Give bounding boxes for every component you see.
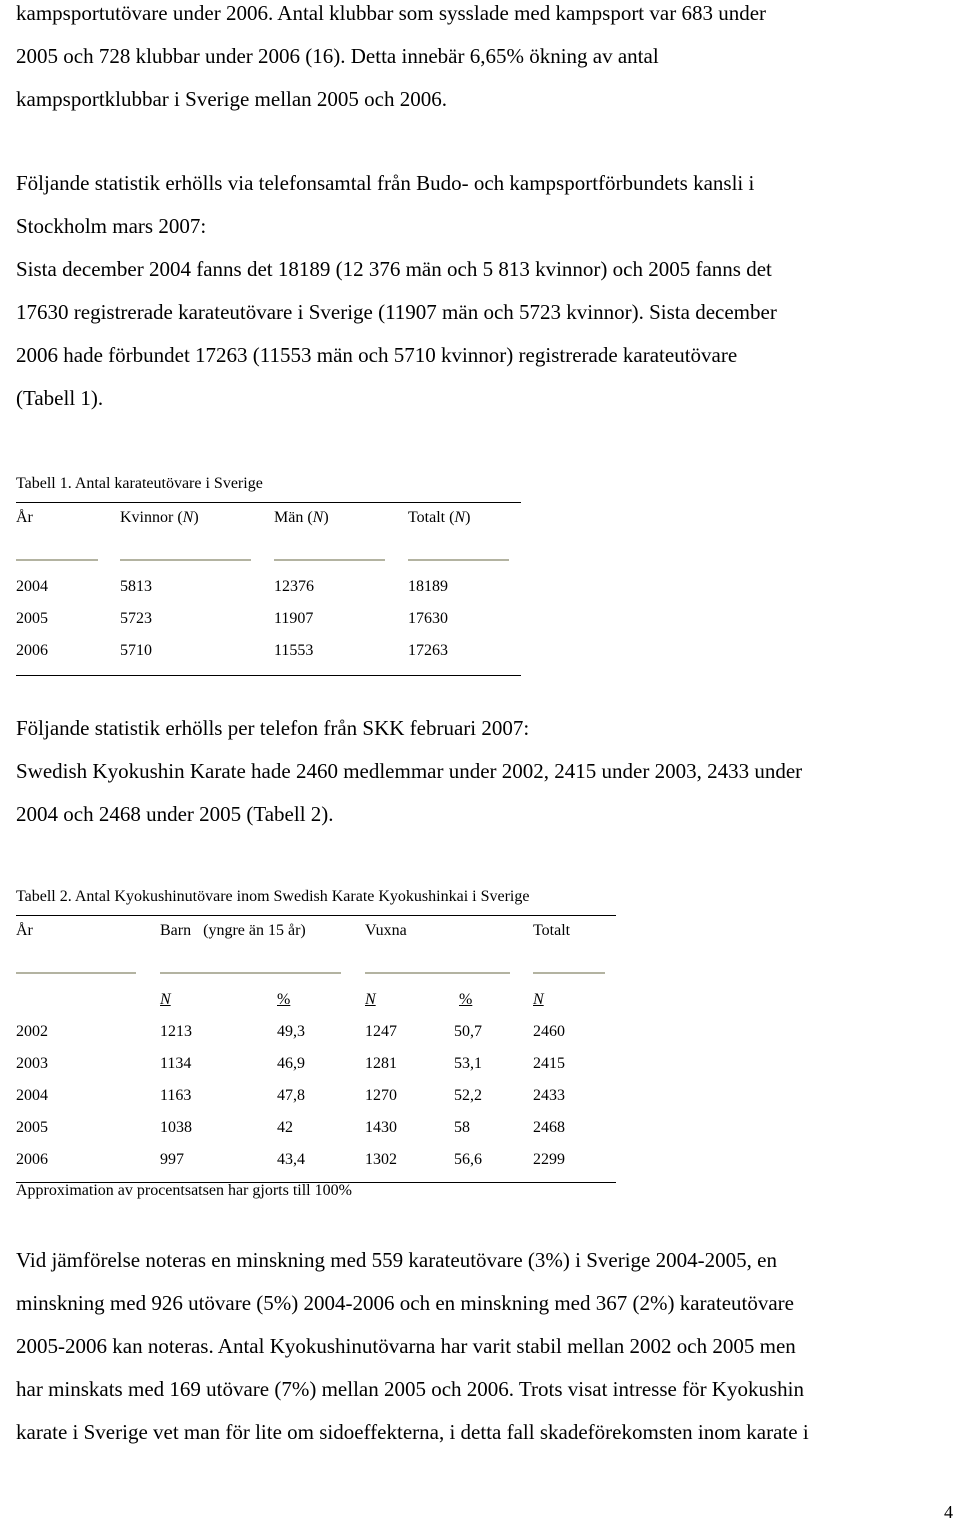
paragraph-comparison	[16, 1239, 956, 1454]
text-line: (Tabell 1).	[16, 386, 104, 410]
text-line: Swedish Kyokushin Karate hade 2460 medlemmar under 2002, 2415 under 2003, 2433 under	[16, 759, 803, 783]
text-line: Stockholm mars 2007:	[16, 214, 207, 238]
table2-footnote: Approximation av procentsatsen har gjorts till 100%	[16, 1182, 352, 1199]
header-children: Barn (yngre än 15 år)	[160, 922, 306, 939]
table-row: 2005 5723 11907 17630	[16, 610, 448, 627]
subheader-percent: %	[277, 991, 291, 1008]
header-underline-row	[16, 946, 616, 974]
subheader-row	[16, 984, 616, 1016]
header-adults: Vuxna	[365, 922, 407, 939]
text-line: kampsportutövare under 2006. Antal klubbar som sysslade med kampsport var 683 under	[16, 1, 767, 25]
table-row: 2003 1134 46,9 1281 53,1 2415	[16, 1055, 565, 1072]
table2-caption: Tabell 2. Antal Kyokushinutövare inom Swedish Karate Kyokushinkai i Sverige	[16, 888, 530, 905]
table-row: 2004 5813 12376 18189	[16, 578, 448, 595]
table1-karate-practitioners	[16, 502, 521, 676]
header-women: Kvinnor (N)	[120, 509, 199, 526]
text-line: har minskats med 169 utövare (7%) mellan 2005 och 2006. Trots visat intresse för Kyokushin	[16, 1377, 804, 1401]
header-year: År	[16, 509, 33, 526]
subheader-n: N	[533, 991, 544, 1008]
text-line: Följande statistik erhölls per telefon från SKK februari 2007:	[16, 716, 530, 740]
paragraph-karate-statistics	[16, 162, 956, 420]
header-year: År	[16, 922, 33, 939]
page-number: 4	[944, 1502, 953, 1522]
table-row: 2006 997 43,4 1302 56,6 2299	[16, 1151, 565, 1168]
table-header-row	[16, 503, 521, 534]
text-line: 2004 och 2468 under 2005 (Tabell 2).	[16, 802, 334, 826]
table-header-row	[16, 916, 616, 947]
table-row: 2006 5710 11553 17263	[16, 642, 448, 659]
header-underline-row	[16, 533, 521, 561]
table-row: 2004 1163 47,8 1270 52,2 2433	[16, 1087, 565, 1104]
text-line: 2005-2006 kan noteras. Antal Kyokushinutövarna har varit stabil mellan 2002 och 2005 men	[16, 1334, 796, 1358]
header-men: Män (N)	[274, 509, 329, 526]
text-line: Vid jämförelse noteras en minskning med 559 karateutövare (3%) i Sverige 2004-2005, en	[16, 1248, 777, 1272]
subheader-percent: %	[459, 991, 473, 1008]
text-line: karate i Sverige vet man för lite om sidoeffekterna, i detta fall skadeförekomsten inom karate i	[16, 1420, 809, 1444]
header-total: Totalt	[533, 922, 571, 939]
table2-kyokushin-practitioners	[16, 915, 616, 1183]
table-row: 2002 1213 49,3 1247 50,7 2460	[16, 1023, 565, 1040]
header-total: Totalt (N)	[408, 509, 471, 526]
table-row: 2005 1038 42 1430 58 2468	[16, 1119, 565, 1136]
text-line: minskning med 926 utövare (5%) 2004-2006 och en minskning med 367 (2%) karateutövare	[16, 1291, 794, 1315]
text-line: Följande statistik erhölls via telefonsamtal från Budo- och kampsportförbundets kansli i	[16, 171, 755, 195]
paragraph-kyokushin-statistics	[16, 707, 956, 836]
text-line: 17630 registrerade karateutövare i Sverige (11907 män och 5723 kvinnor). Sista december	[16, 300, 777, 324]
text-line: Sista december 2004 fanns det 18189 (12 376 män och 5 813 kvinnor) och 2005 fanns det	[16, 257, 772, 281]
subheader-n: N	[365, 991, 376, 1008]
paragraph-clubs	[16, 0, 956, 121]
table1-caption: Tabell 1. Antal karateutövare i Sverige	[16, 475, 263, 492]
text-line: 2006 hade förbundet 17263 (11553 män och 5710 kvinnor) registrerade karateutövare	[16, 343, 738, 367]
text-line: kampsportklubbar i Sverige mellan 2005 och 2006.	[16, 87, 448, 111]
text-line: 2005 och 728 klubbar under 2006 (16). Detta innebär 6,65% ökning av antal	[16, 44, 659, 68]
subheader-n: N	[160, 991, 171, 1008]
